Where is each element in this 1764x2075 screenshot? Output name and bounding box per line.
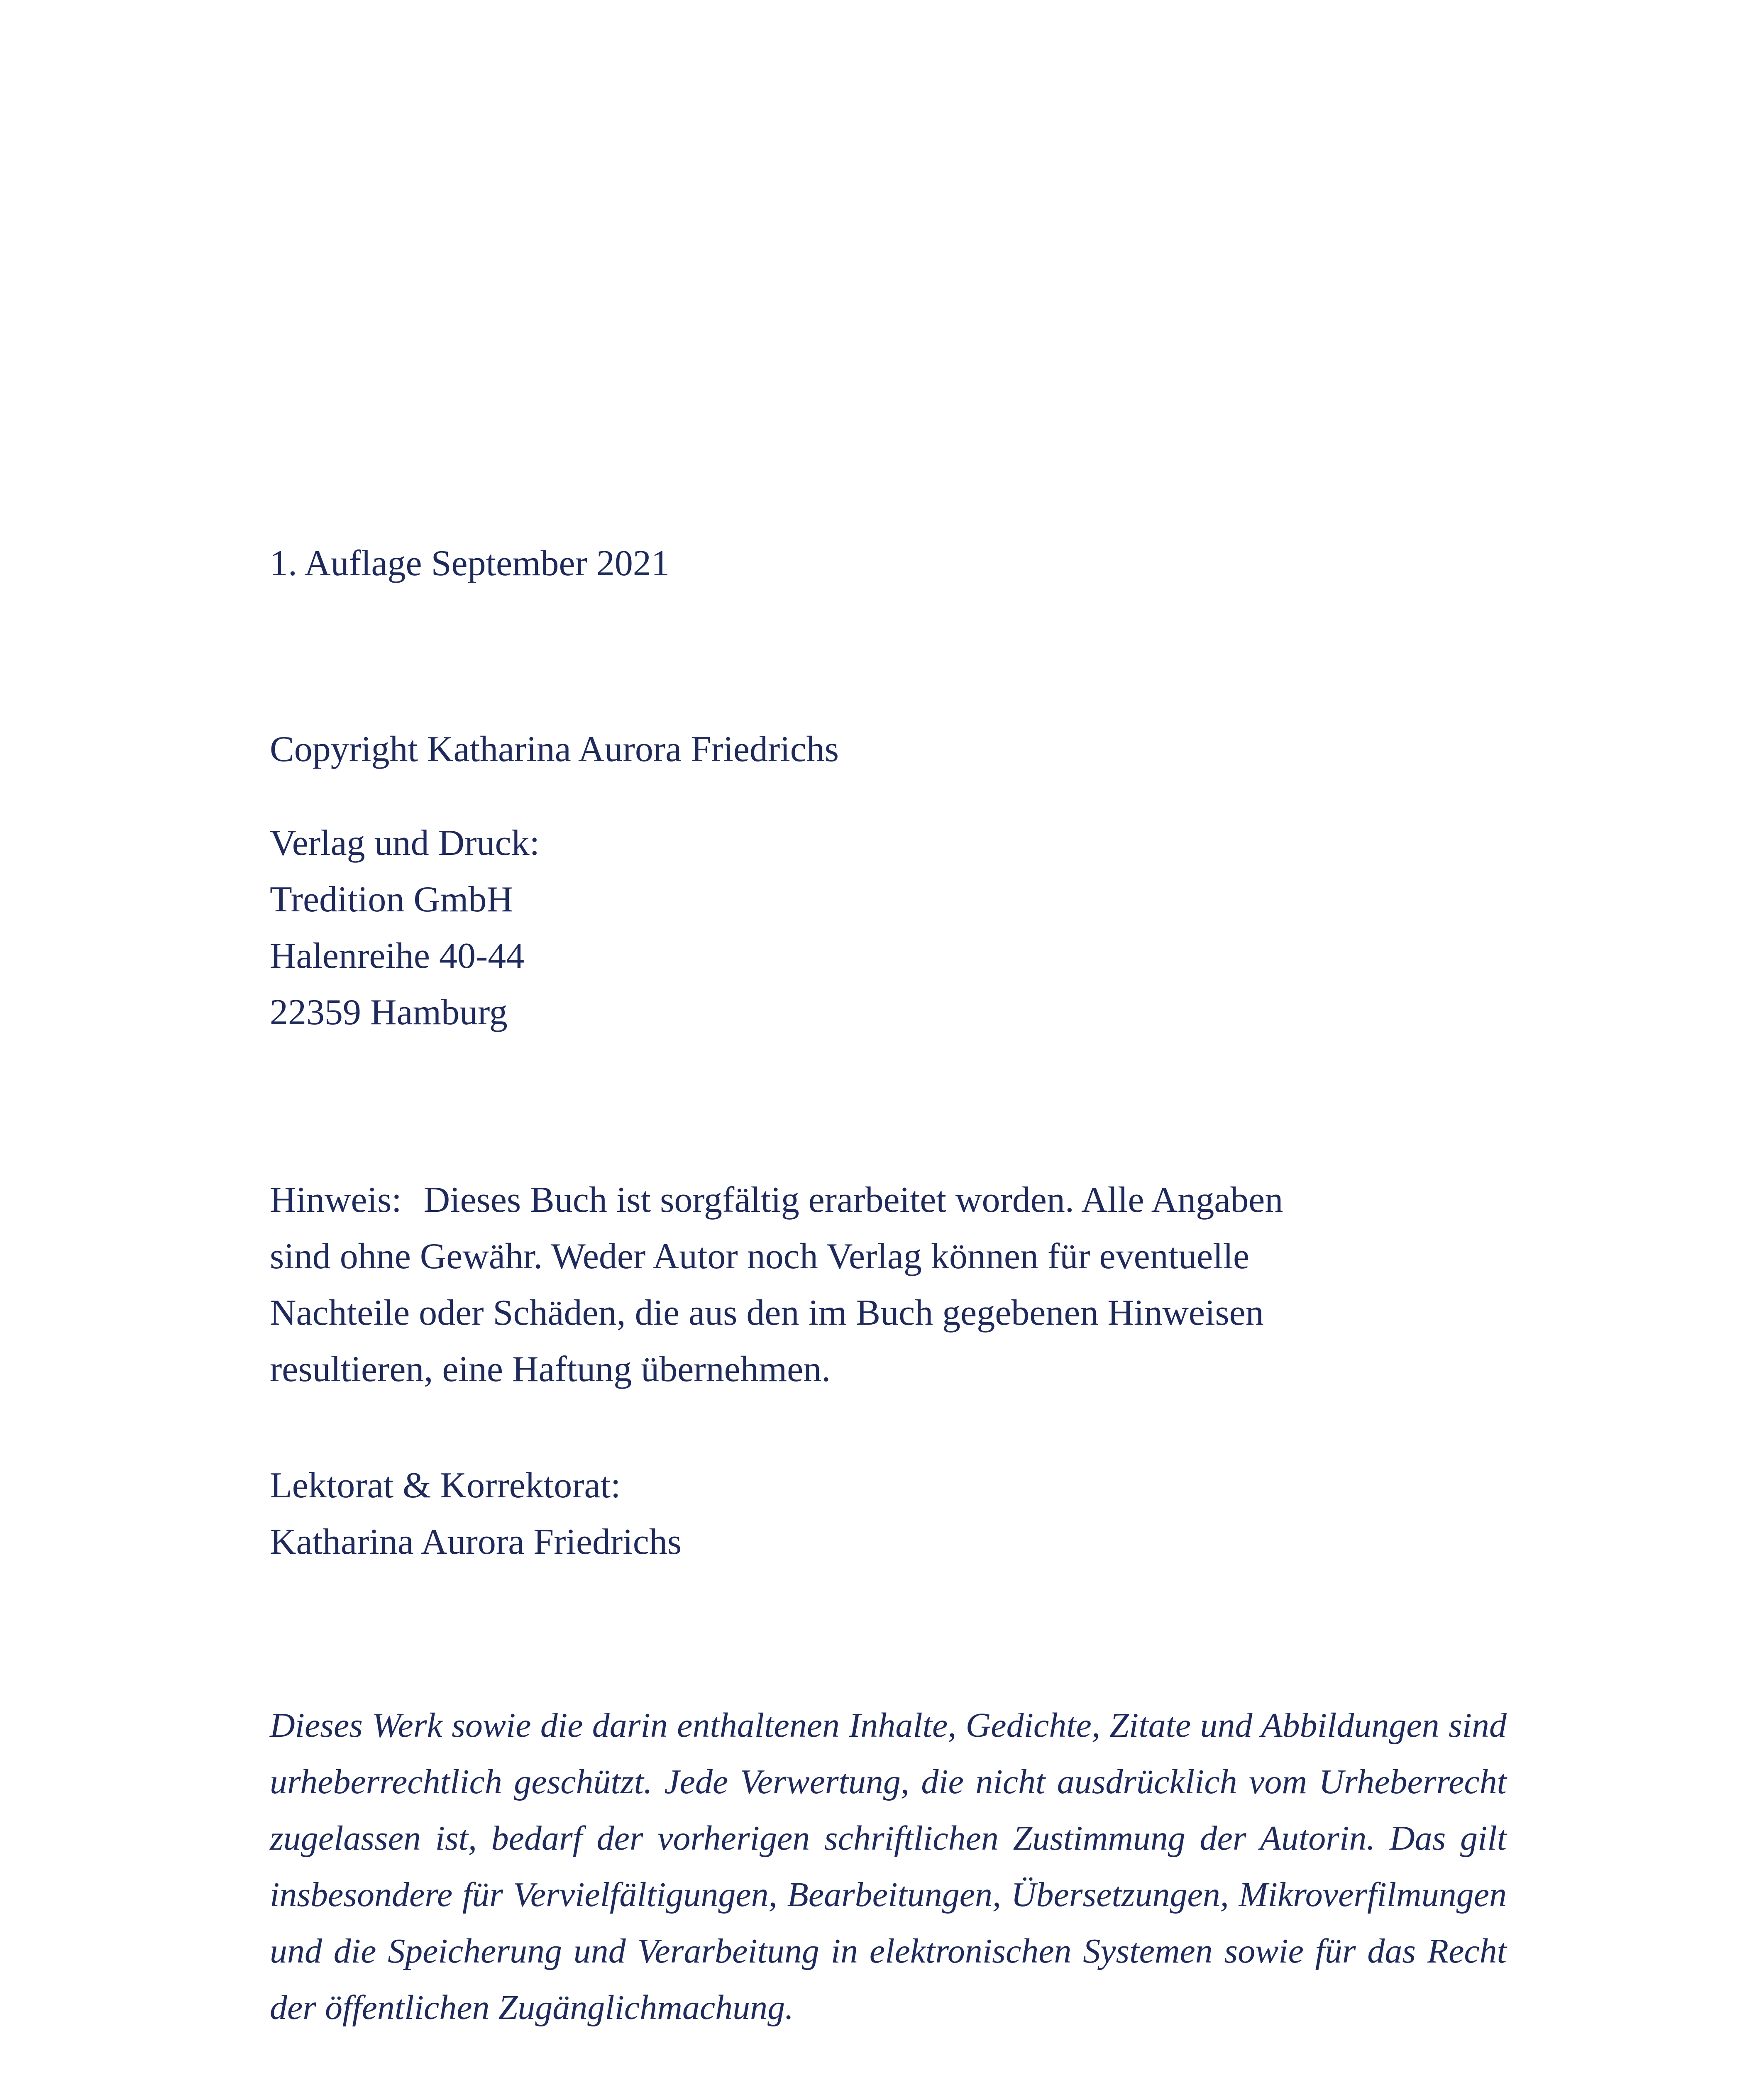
editing-credits — [270, 1457, 1507, 1570]
publisher-label: Verlag und Druck: — [270, 823, 540, 863]
notice-label: Hinweis: — [270, 1180, 402, 1220]
publisher-city: 22359 Hamburg — [270, 992, 508, 1033]
copyright-rights-statement: Dieses Werk sowie die darin enthaltenen Inhalte, Gedichte, Zitate und Abbildungen sind urheberrechtlich geschützt. Jede Verwertung, die nicht ausdrücklich vom Urheberrecht zugelassen ist, bedarf der vorherigen schriftlichen Zustimmung der Autorin. Das gilt insbesondere für Vervielfältigungen, Bearbeitungen, Übersetzungen, Mikroverfilmungen und die Speicherung und Verarbeitung in elektronischen Systemen sowie für das Recht der öffentlichen Zugänglichmachung. — [270, 1706, 1507, 2027]
notice-text-1: Dieses Buch ist sorgfältig erarbeitet worden. Alle Angaben — [423, 1180, 1283, 1220]
notice-line-2: sind ohne Gewähr. Weder Autor noch Verlag können für eventuelle — [270, 1236, 1250, 1277]
notice-line-3: Nachteile oder Schäden, die aus den im Buch gegebenen Hinweisen — [270, 1293, 1264, 1333]
publisher-address — [270, 815, 1507, 1041]
publisher-street: Halenreihe 40-44 — [270, 936, 525, 976]
edition-line: 1. Auflage September 2021 — [270, 543, 669, 583]
copyright-line: Copyright Katharina Aurora Friedrichs — [270, 729, 839, 769]
liability-notice — [270, 1172, 1507, 1398]
editing-label: Lektorat & Korrektorat: — [270, 1465, 621, 1506]
edition-info — [270, 535, 1507, 592]
editing-name: Katharina Aurora Friedrichs — [270, 1522, 682, 1562]
publisher-name: Tredition GmbH — [270, 879, 513, 920]
copyright-info — [270, 721, 1507, 778]
notice-line-4: resultieren, eine Haftung übernehmen. — [270, 1349, 831, 1389]
notice-line-1 — [270, 1172, 1507, 1228]
